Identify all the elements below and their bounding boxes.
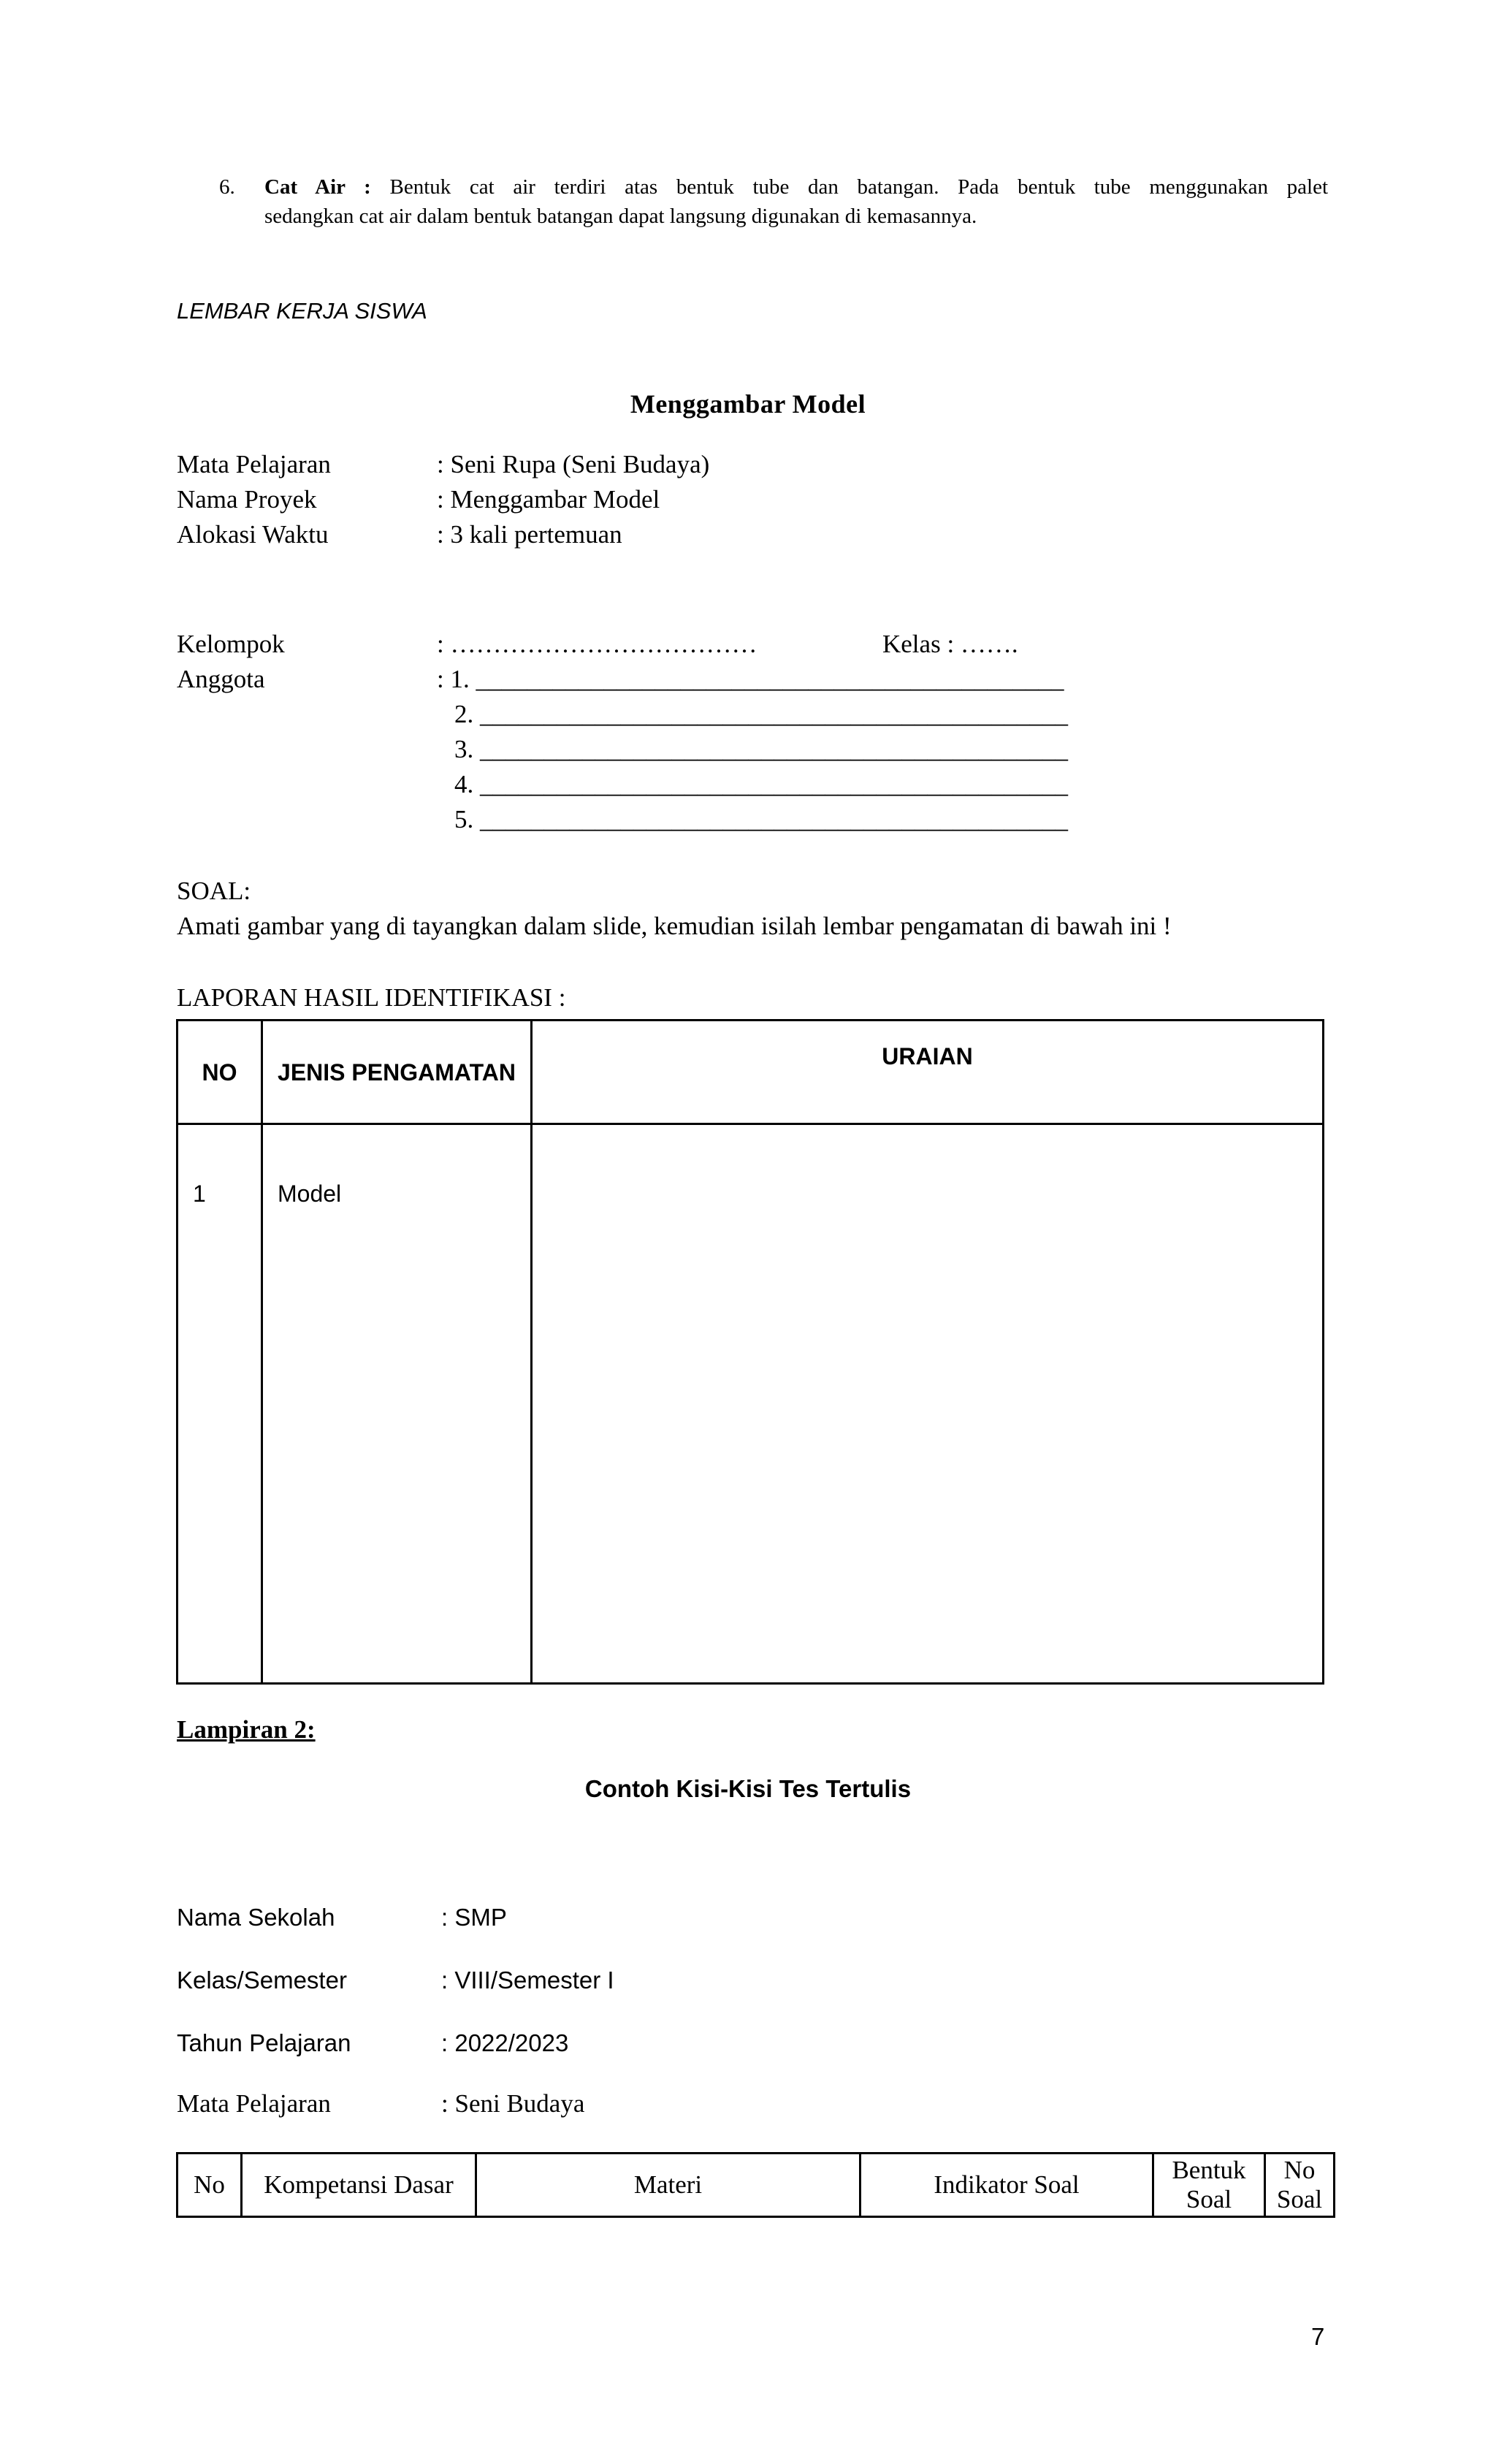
class-field: Kelas : ……. [882, 630, 1018, 658]
members-label: Anggota [177, 665, 265, 693]
report-label: LAPORAN HASIL IDENTIFIKASI : [177, 983, 566, 1012]
report-header-jenis: JENIS PENGAMATAN [262, 1021, 532, 1124]
class-semester-value: : VIII/Semester I [441, 1967, 614, 1994]
member-line-2: 2. ______________________________________________ [454, 700, 1068, 728]
group-label: Kelompok [177, 630, 285, 658]
report-header-no: NO [178, 1021, 262, 1124]
grid-table [176, 2152, 1335, 2218]
info-value-subject: : Seni Rupa (Seni Budaya) [437, 450, 710, 478]
info-label-subject: Mata Pelajaran [177, 450, 331, 478]
question-label: SOAL: [177, 877, 251, 905]
member-line-3: 3. ______________________________________________ [454, 735, 1068, 763]
page-number: 7 [1311, 2323, 1325, 2350]
report-table [176, 1019, 1324, 1685]
appendix-label: Lampiran 2: [177, 1715, 316, 1744]
report-cell-jenis: Model [262, 1124, 532, 1684]
year-value: : 2022/2023 [441, 2029, 569, 2056]
grid-header-bentuk: Bentuk Soal [1153, 2154, 1265, 2217]
list-item-text-line2: sedangkan cat air dalam bentuk batangan dapat langsung digunakan di kemasannya. [264, 205, 977, 228]
class-semester-label: Kelas/Semester [177, 1967, 347, 1994]
grid-header-no: No [178, 2154, 242, 2217]
worksheet-heading: LEMBAR KERJA SISWA [177, 298, 427, 324]
grid-header-nosoal: No Soal [1265, 2154, 1335, 2217]
worksheet-title: Menggambar Model [630, 389, 866, 419]
member-line-1: : 1. ______________________________________________ [437, 665, 1064, 693]
list-item-number: 6. [219, 175, 235, 199]
grid-header-row [178, 2154, 1335, 2217]
info-label-time: Alokasi Waktu [177, 520, 329, 549]
appendix-subject-label: Mata Pelajaran [177, 2089, 331, 2118]
school-label: Nama Sekolah [177, 1904, 335, 1931]
grid-header-materi: Materi [476, 2154, 860, 2217]
member-line-5: 5. ______________________________________________ [454, 805, 1068, 834]
info-value-project: : Menggambar Model [437, 485, 660, 514]
grid-header-kompetensi: Kompetansi Dasar [242, 2154, 476, 2217]
school-value: : SMP [441, 1904, 507, 1931]
grid-header-indikator: Indikator Soal [860, 2154, 1153, 2217]
report-header-row [178, 1021, 1324, 1124]
appendix-title: Contoh Kisi-Kisi Tes Tertulis [584, 1775, 912, 1802]
table-row [178, 1124, 1324, 1684]
report-cell-uraian [532, 1124, 1324, 1684]
report-cell-no: 1 [178, 1124, 262, 1684]
year-label: Tahun Pelajaran [177, 2029, 351, 2056]
group-value: : ……………………………… [437, 630, 757, 658]
appendix-subject-value: : Seni Budaya [441, 2089, 585, 2118]
question-text: Amati gambar yang di tayangkan dalam slide, kemudian isilah lembar pengamatan di bawah ini ! [177, 912, 1172, 940]
list-item-text-line1: Cat Air : Bentuk cat air terdiri atas bentuk tube dan batangan. Pada bentuk tube menggunakan palet [264, 175, 1329, 199]
member-line-4: 4. ______________________________________________ [454, 770, 1068, 798]
list-item-term: Cat Air : [264, 175, 371, 199]
info-label-project: Nama Proyek [177, 485, 317, 514]
info-value-time: : 3 kali pertemuan [437, 520, 622, 549]
report-header-uraian: URAIAN [532, 1021, 1324, 1124]
